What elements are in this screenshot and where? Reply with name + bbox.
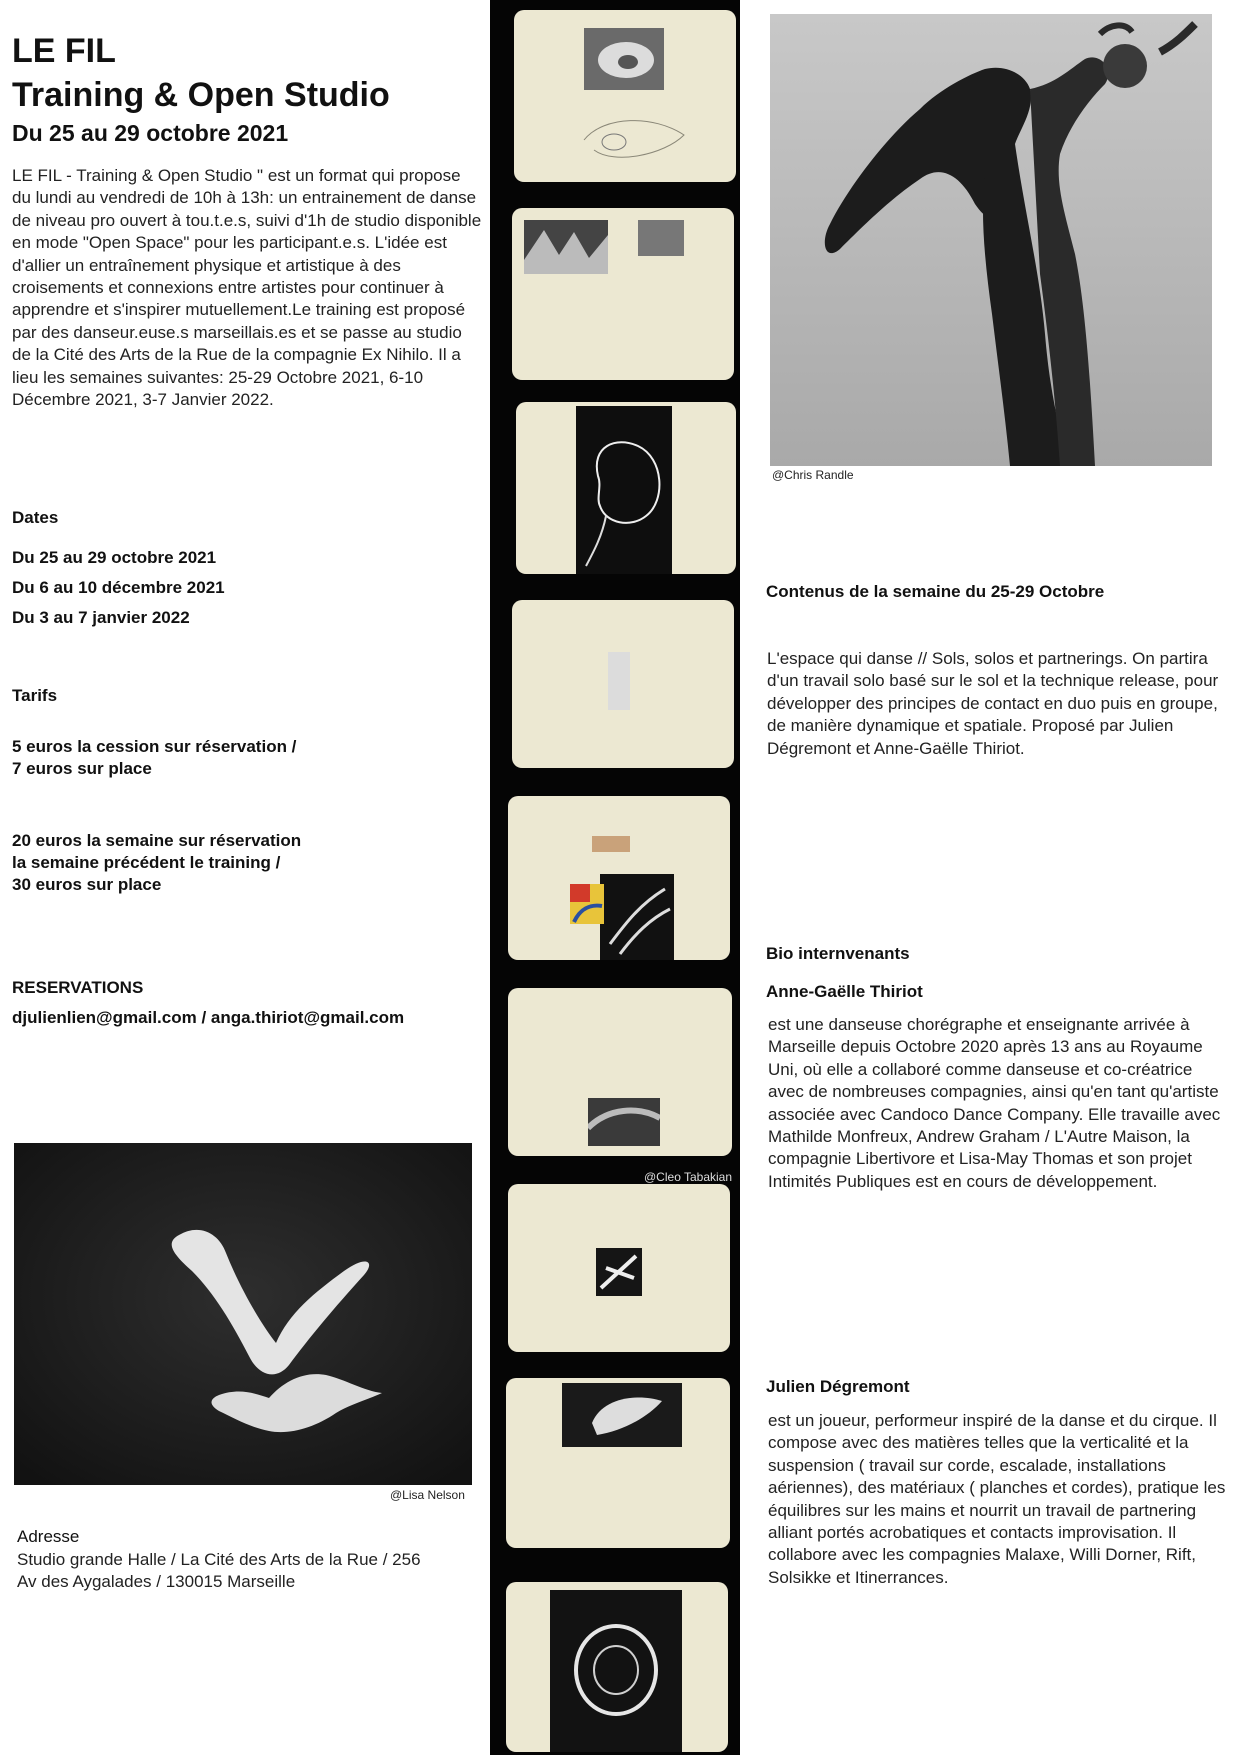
dates-list [12, 543, 225, 633]
film-frame [508, 1184, 730, 1352]
film-frame [508, 796, 730, 960]
date-item: Du 3 au 7 janvier 2022 [12, 608, 190, 627]
adresse-text [17, 1549, 487, 1594]
title-line1: LE FIL [12, 32, 116, 70]
person1-name: Anne-Gaëlle Thiriot [766, 982, 923, 1001]
tarif-line: 7 euros sur place [12, 759, 152, 778]
film-frame [516, 402, 736, 574]
frame-photo [524, 220, 608, 274]
frame-photo [592, 836, 630, 852]
film-frame [512, 208, 734, 380]
frame-photo [550, 1590, 682, 1752]
frame-photo [562, 1383, 682, 1447]
bio-heading: Bio internvenants [766, 944, 910, 963]
reservations-heading: RESERVATIONS [12, 978, 144, 997]
tarif-session [12, 736, 296, 780]
tarif-line: 30 euros sur place [12, 875, 162, 894]
subtitle: Du 25 au 29 octobre 2021 [12, 120, 289, 146]
reservation-emails: djulienlien@gmail.com / anga.thiriot@gmail.com [12, 1008, 405, 1027]
frame-photo [588, 1098, 660, 1146]
film-frame [506, 1378, 730, 1548]
film-frame [506, 1582, 728, 1752]
film-strip [490, 0, 740, 1755]
dancers-photo [770, 14, 1212, 466]
intro-text: LE FIL - Training & Open Studio " est un format qui propose du lundi au vendredi de 10h à 13h: un entrainement de danse de niveau pro ouvert à tou.t.e.s, suivi d'1h de studio disponible en mode "Open Space" pour les participant.e.s. L'idée est d'allier un entraînement physique et artistique à des croisements et connexions entre artistes pour continuer à apprendre et s'inspirer mutuellement.Le training est proposé par des danseur.euse.s marseillais.es et se passe au studio de la Cité des Arts de la Rue de la compagnie Ex Nihilo. Il a lieu les semaines suivantes: 25-29 Octobre 2021, 6-10 Décembre 2021, 3-7 Janvier 2022. [12, 166, 482, 410]
date-item: Du 6 au 10 décembre 2021 [12, 578, 225, 597]
tarif-line: 5 euros la cession sur réservation / [12, 737, 297, 756]
person2-name: Julien Dégremont [766, 1377, 910, 1396]
film-frame [508, 988, 732, 1156]
frame-photo [576, 406, 672, 574]
person1-bio: est une danseuse chorégraphe et enseignante arrivée à Marseille depuis Octobre 2020 après 13 ans au Royaume Uni, où elle a collaboré comme danseuse et co-créatrice avec de nombreuses compagnies, ainsi qu'en tant qu'artiste associée avec Candoco Dance Company. Elle travaille avec Mathilde Monfreux, Andrew Graham / L'Autre Maison, la compagnie Libertivore et Lisa-May Thomas et son projet Intimités Publiques est en cours de développement. [768, 1015, 1221, 1191]
title-line2: Training & Open Studio [12, 76, 390, 114]
bird-shadow-photo [14, 1143, 472, 1485]
contenus-text: L'espace qui danse // Sols, solos et partnerings. On partira d'un travail solo basé sur le sol et la technique release, pour développer des principes de contact en duo puis en groupe, de manière dynamique et spatiale. Proposé par Julien Dégremont et Anne-Gaëlle Thiriot. [767, 649, 1219, 758]
frame-photo [600, 874, 674, 960]
film-frame [512, 600, 734, 768]
person2-bio: est un joueur, performeur inspiré de la danse et du cirque. Il compose avec des matières telles que la verticalité et la suspension ( travail sur corde, escalade, installations aériennes), des matériaux ( planches et cordes), pratique les équilibres sur les mains et nourrit un travail de partnering alliant portés acrobatiques et contacts improvisation. Il collabore avec les compagnies Malaxe, Willi Dorner, Rift, Solsikke et Itinerrances. [768, 1411, 1226, 1587]
adresse-line: Studio grande Halle / La Cité des Arts de la Rue / 256 [17, 1550, 421, 1569]
photo-credit-top-right: @Chris Randle [772, 468, 854, 482]
contenus-heading: Contenus de la semaine du 25-29 Octobre [766, 582, 1105, 601]
photo-credit-bottom-left: @Lisa Nelson [390, 1488, 465, 1502]
adresse-line: Av des Aygalades / 130015 Marseille [17, 1572, 296, 1592]
tarif-line: 20 euros la semaine sur réservation [12, 831, 302, 850]
tarifs-heading: Tarifs [12, 686, 58, 705]
tarif-line: la semaine précédent le training / [12, 853, 281, 872]
frame-photo [638, 220, 684, 256]
tarif-week [12, 830, 301, 896]
dates-heading: Dates [12, 508, 59, 527]
film-frame [514, 10, 736, 182]
frame-photo [596, 1248, 642, 1296]
frame-photo [584, 28, 664, 90]
frame-photo [570, 884, 604, 924]
frame-photo [608, 652, 630, 710]
adresse-heading: Adresse [17, 1527, 80, 1546]
photo-credit-film: @Cleo Tabakian [644, 1170, 733, 1184]
date-item: Du 25 au 29 octobre 2021 [12, 548, 217, 567]
